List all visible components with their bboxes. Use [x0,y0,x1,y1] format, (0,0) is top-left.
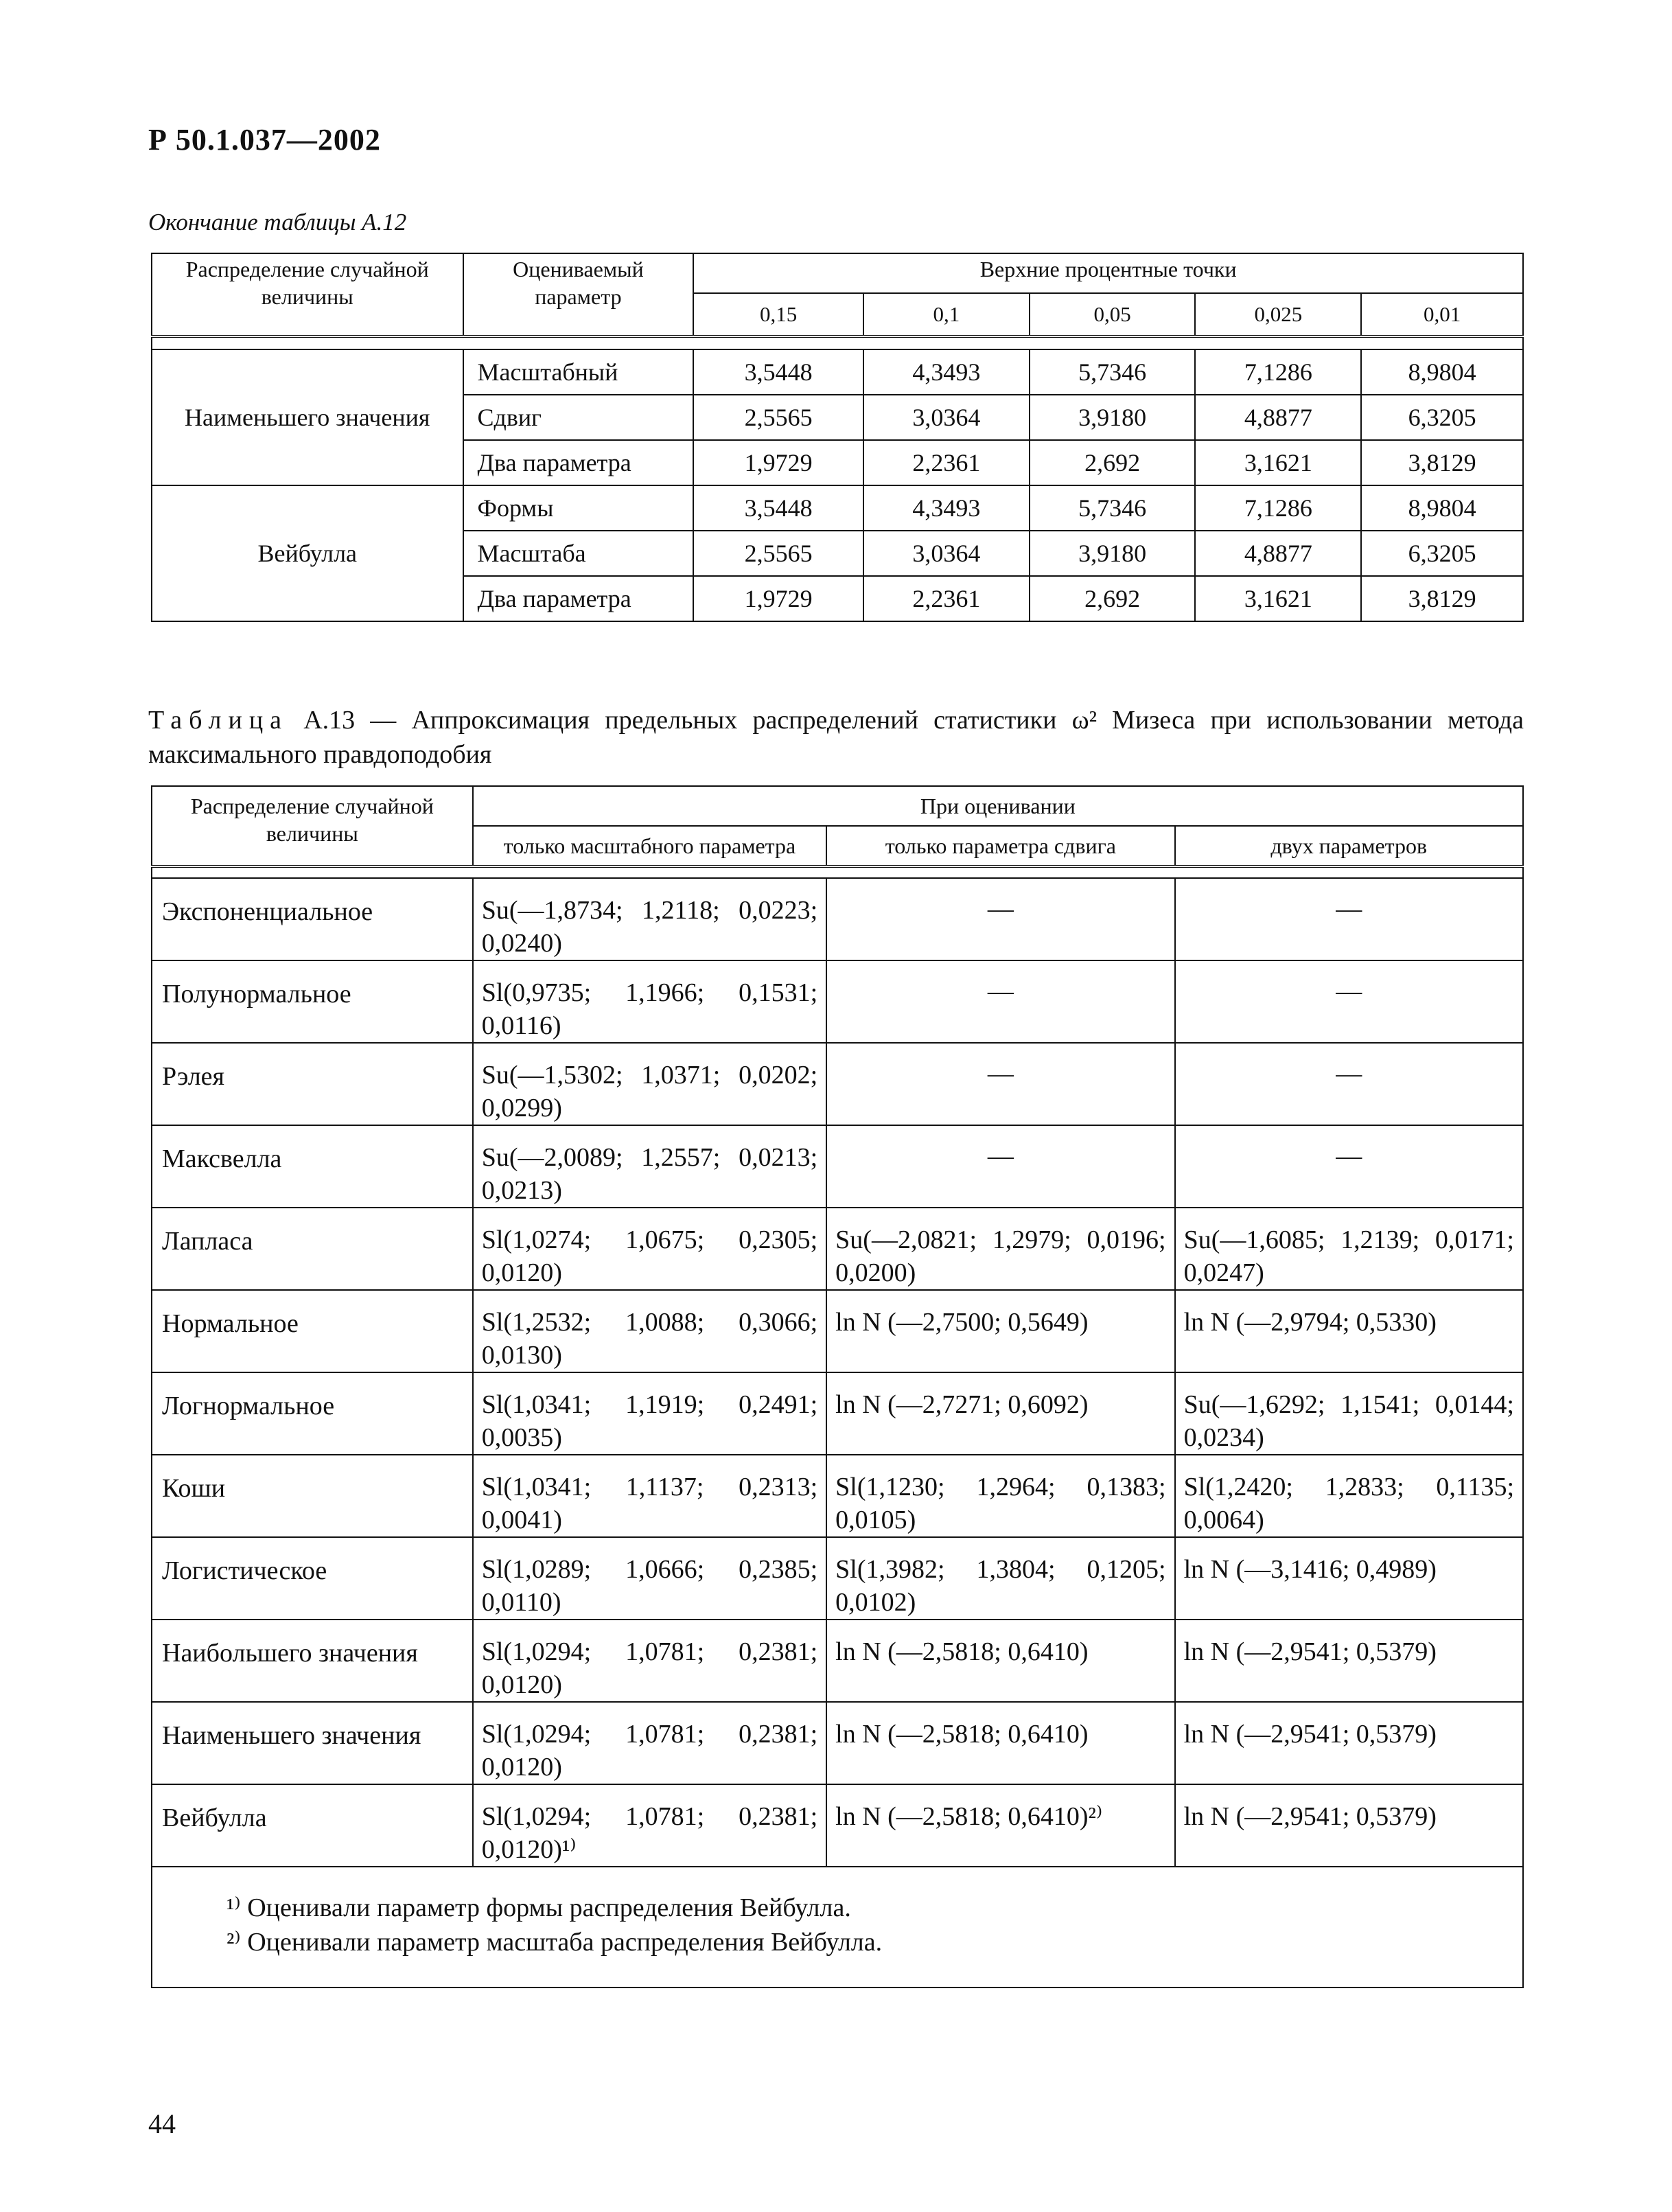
shift-approximation: — [826,1125,1174,1208]
distribution-name: Нормальное [152,1290,473,1372]
distribution-name: Полунормальное [152,960,473,1043]
distribution-name: Наименьшего значения [152,1702,473,1784]
percent-point-value: 2,5565 [693,395,863,440]
percent-point-value: 3,8129 [1361,440,1523,485]
table-row [152,960,1523,1043]
parameter-name: Два параметра [463,440,694,485]
header-scale-only: только масштабного параметра [473,826,826,866]
table-a12 [151,253,1524,622]
shift-approximation: ln N (—2,7271; 0,6092) [826,1372,1174,1455]
percent-point-value: 3,5448 [693,485,863,531]
page-number: 44 [148,2108,176,2139]
table-row [152,1125,1523,1208]
percent-point-value: 2,692 [1030,440,1196,485]
header-separator [152,866,1523,878]
percent-point-value: 2,2361 [863,440,1030,485]
distribution-name: Вейбулла [152,1784,473,1867]
two-param-approximation: ln N (—2,9541; 0,5379) [1175,1702,1523,1784]
table-caption: Окончание таблицы А.12 [148,209,407,235]
percent-point-value: 3,9180 [1030,395,1196,440]
shift-approximation: ln N (—2,7500; 0,5649) [826,1290,1174,1372]
percent-point-value: 7,1286 [1195,349,1361,395]
two-param-approximation: — [1175,1125,1523,1208]
header-level: 0,025 [1195,293,1361,336]
table-row [152,349,1523,395]
parameter-name: Масштаба [463,531,694,576]
percent-point-value: 4,3493 [863,485,1030,531]
table-row [152,1290,1523,1372]
percent-point-value: 2,5565 [693,531,863,576]
percent-point-value: 8,9804 [1361,349,1523,395]
distribution-name: Вейбулла [152,485,463,621]
percent-point-value: 3,5448 [693,349,863,395]
header-shift-only: только параметра сдвига [826,826,1174,866]
shift-approximation: Sl(1,3982; 1,3804; 0,1205; 0,0102) [826,1537,1174,1620]
percent-point-value: 3,1621 [1195,576,1361,621]
distribution-name: Коши [152,1455,473,1537]
two-param-approximation: ln N (—2,9541; 0,5379) [1175,1620,1523,1702]
two-param-approximation: ln N (—2,9794; 0,5330) [1175,1290,1523,1372]
table-label: Таблица [148,706,289,735]
footnotes [152,1867,1523,1988]
scale-approximation: Sl(1,2532; 1,0088; 0,3066; 0,0130) [473,1290,826,1372]
parameter-name: Сдвиг [463,395,694,440]
parameter-name: Два параметра [463,576,694,621]
shift-approximation: ln N (—2,5818; 0,6410) [826,1702,1174,1784]
two-param-approximation: Sl(1,2420; 1,2833; 0,1135; 0,0064) [1175,1455,1523,1537]
distribution-name: Лапласа [152,1208,473,1290]
percent-point-value: 3,9180 [1030,531,1196,576]
table-row [152,1784,1523,1867]
header-level: 0,1 [863,293,1030,336]
table-row [152,1702,1523,1784]
table-row [152,878,1523,960]
percent-point-value: 4,8877 [1195,395,1361,440]
two-param-approximation: — [1175,1043,1523,1125]
percent-point-value: 7,1286 [1195,485,1361,531]
percent-point-value: 6,3205 [1361,531,1523,576]
percent-point-value: 3,1621 [1195,440,1361,485]
footnote-2: ²⁾ Оценивали параметр масштаба распределения Вейбулла. [227,1928,883,1957]
two-param-approximation: Su(—1,6085; 1,2139; 0,0171; 0,0247) [1175,1208,1523,1290]
percent-point-value: 5,7346 [1030,349,1196,395]
percent-point-value: 1,9729 [693,576,863,621]
distribution-name: Логнормальное [152,1372,473,1455]
distribution-name: Максвелла [152,1125,473,1208]
distribution-name: Экспоненциальное [152,878,473,960]
header-distribution: Распределение случайной величины [152,253,463,336]
table-title-text: А.13 — Аппроксимация предельных распределений статистики ω² Мизеса при использовании метода максимального правдоподобия [148,706,1524,769]
table-row [152,1455,1523,1537]
scale-approximation: Sl(0,9735; 1,1966; 0,1531; 0,0116) [473,960,826,1043]
header-level: 0,01 [1361,293,1523,336]
table-row [152,1620,1523,1702]
table-a13 [151,785,1524,1988]
header-separator [152,336,1523,349]
shift-approximation: Su(—2,0821; 1,2979; 0,0196; 0,0200) [826,1208,1174,1290]
footnote-1: ¹⁾ Оценивали параметр формы распределения Вейбулла. [227,1893,851,1922]
parameter-name: Масштабный [463,349,694,395]
scale-approximation: Su(—2,0089; 1,2557; 0,0213; 0,0213) [473,1125,826,1208]
percent-point-value: 3,0364 [863,531,1030,576]
two-param-approximation: ln N (—3,1416; 0,4989) [1175,1537,1523,1620]
scale-approximation: Su(—1,5302; 1,0371; 0,0202; 0,0299) [473,1043,826,1125]
shift-approximation: ln N (—2,5818; 0,6410) [826,1620,1174,1702]
shift-approximation: Sl(1,1230; 1,2964; 0,1383; 0,0105) [826,1455,1174,1537]
percent-point-value: 3,8129 [1361,576,1523,621]
percent-point-value: 2,692 [1030,576,1196,621]
table-row [152,1537,1523,1620]
percent-point-value: 4,8877 [1195,531,1361,576]
scale-approximation: Sl(1,0341; 1,1137; 0,2313; 0,0041) [473,1455,826,1537]
scale-approximation: Su(—1,8734; 1,2118; 0,0223; 0,0240) [473,878,826,960]
two-param-approximation: — [1175,960,1523,1043]
two-param-approximation: Su(—1,6292; 1,1541; 0,0144; 0,0234) [1175,1372,1523,1455]
percent-point-value: 3,0364 [863,395,1030,440]
distribution-name: Логистическое [152,1537,473,1620]
percent-point-value: 6,3205 [1361,395,1523,440]
distribution-name: Рэлея [152,1043,473,1125]
header-percent-points: Верхние процентные точки [693,253,1523,293]
percent-point-value: 2,2361 [863,576,1030,621]
table-row [152,1208,1523,1290]
header-parameter: Оцениваемый параметр [463,253,694,336]
scale-approximation: Sl(1,0294; 1,0781; 0,2381; 0,0120)¹⁾ [473,1784,826,1867]
shift-approximation: — [826,1043,1174,1125]
table-row [152,485,1523,531]
percent-point-value: 1,9729 [693,440,863,485]
table-row [152,1043,1523,1125]
shift-approximation: — [826,960,1174,1043]
two-param-approximation: ln N (—2,9541; 0,5379) [1175,1784,1523,1867]
document-code: Р 50.1.037—2002 [148,123,381,157]
percent-point-value: 8,9804 [1361,485,1523,531]
shift-approximation: — [826,878,1174,960]
distribution-name: Наибольшего значения [152,1620,473,1702]
parameter-name: Формы [463,485,694,531]
header-level: 0,05 [1030,293,1196,336]
scale-approximation: Sl(1,0294; 1,0781; 0,2381; 0,0120) [473,1620,826,1702]
header-estimation: При оценивании [473,786,1523,826]
header-level: 0,15 [693,293,863,336]
scale-approximation: Sl(1,0294; 1,0781; 0,2381; 0,0120) [473,1702,826,1784]
scale-approximation: Sl(1,0289; 1,0666; 0,2385; 0,0110) [473,1537,826,1620]
header-distribution: Распределение случайной величины [152,786,473,866]
percent-point-value: 5,7346 [1030,485,1196,531]
scale-approximation: Sl(1,0274; 1,0675; 0,2305; 0,0120) [473,1208,826,1290]
distribution-name: Наименьшего значения [152,349,463,485]
two-param-approximation: — [1175,878,1523,960]
header-two-params: двух параметров [1175,826,1523,866]
shift-approximation: ln N (—2,5818; 0,6410)²⁾ [826,1784,1174,1867]
table-title [148,703,1524,772]
scale-approximation: Sl(1,0341; 1,1919; 0,2491; 0,0035) [473,1372,826,1455]
percent-point-value: 4,3493 [863,349,1030,395]
table-row [152,1372,1523,1455]
